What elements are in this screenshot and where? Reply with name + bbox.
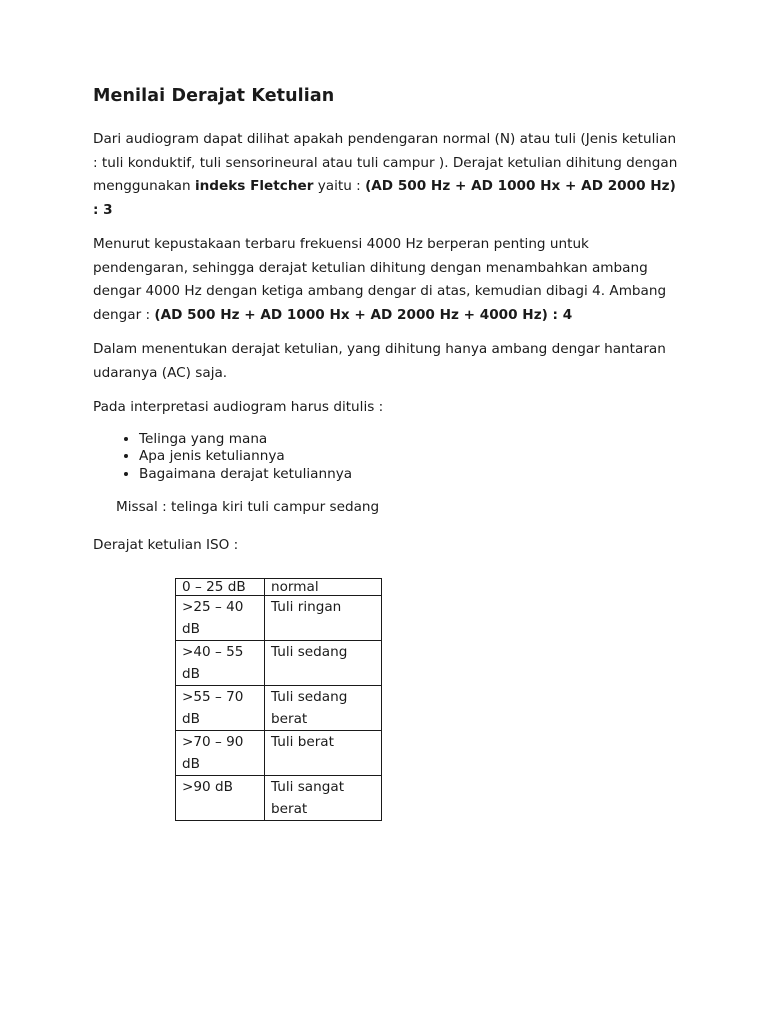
paragraph-text: Menurut kepustakaan terbaru frekuensi 4000 Hz berperan penting untuk pendengaran, sehingga derajat ketulian dihitung dengan menambahkan ambang dengar 4000 Hz dengan ketiga ambang dengar di atas, kemudian dibagi 4. Ambang dengar : — [93, 236, 667, 323]
paragraph-text: yaitu : — [313, 178, 366, 194]
table-row — [176, 686, 382, 731]
table-row — [176, 776, 382, 821]
range-cell: >25 – 40 dB — [176, 596, 265, 641]
paragraph-interpretation: Pada interpretasi audiogram harus ditulis : — [93, 399, 384, 415]
bold-term-fletcher: indeks Fletcher — [194, 178, 314, 194]
example-text: Missal : telinga kiri tuli campur sedang — [116, 499, 380, 515]
iso-label: Derajat ketulian ISO : — [93, 536, 239, 553]
formula-fletcher: (AD 500 Hz + AD 1000 Hx + AD 2000 Hz) : 3 — [93, 178, 676, 218]
paragraph-ac: Dalam menentukan derajat ketulian, yang dihitung hanya ambang dengar hantaran udaranya (AC) saja. — [93, 341, 666, 381]
iso-table — [175, 578, 382, 821]
list-item: • Bagaimana derajat ketuliannya — [139, 466, 683, 484]
grade-cell: Tuli berat — [265, 731, 382, 776]
range-cell: 0 – 25 dB — [176, 579, 265, 596]
grade-cell: Tuli ringan — [265, 596, 382, 641]
table-row — [176, 596, 382, 641]
table-row — [176, 641, 382, 686]
grade-cell: normal — [265, 579, 382, 596]
list-item: • Telinga yang mana — [139, 431, 683, 449]
document-page — [93, 84, 683, 568]
formula-4000hz: (AD 500 Hz + AD 1000 Hx + AD 2000 Hz + 4000 Hz) : 4 — [154, 306, 573, 323]
page-title: Menilai Derajat Ketulian — [93, 86, 335, 106]
grade-cell: Tuli sangat berat — [265, 776, 382, 821]
paragraph-text: Dari audiogram dapat dilihat apakah pendengaran normal (N) atau tuli (Jenis ketulian : tuli konduktif, tuli sensorineural atau tuli campur ). Derajat ketulian dihitung dengan menggunakan — [93, 131, 678, 194]
paragraph-4000hz — [93, 233, 683, 327]
range-cell: >90 dB — [176, 776, 265, 821]
range-cell: >55 – 70 dB — [176, 686, 265, 731]
range-cell: >70 – 90 dB — [176, 731, 265, 776]
paragraph-audiogram — [93, 128, 683, 222]
table-row — [176, 731, 382, 776]
list-item: • Apa jenis ketuliannya — [139, 448, 683, 466]
table-row — [176, 579, 382, 596]
interpretation-list — [93, 431, 683, 484]
range-cell: >40 – 55 dB — [176, 641, 265, 686]
grade-cell: Tuli sedang berat — [265, 686, 382, 731]
grade-cell: Tuli sedang — [265, 641, 382, 686]
